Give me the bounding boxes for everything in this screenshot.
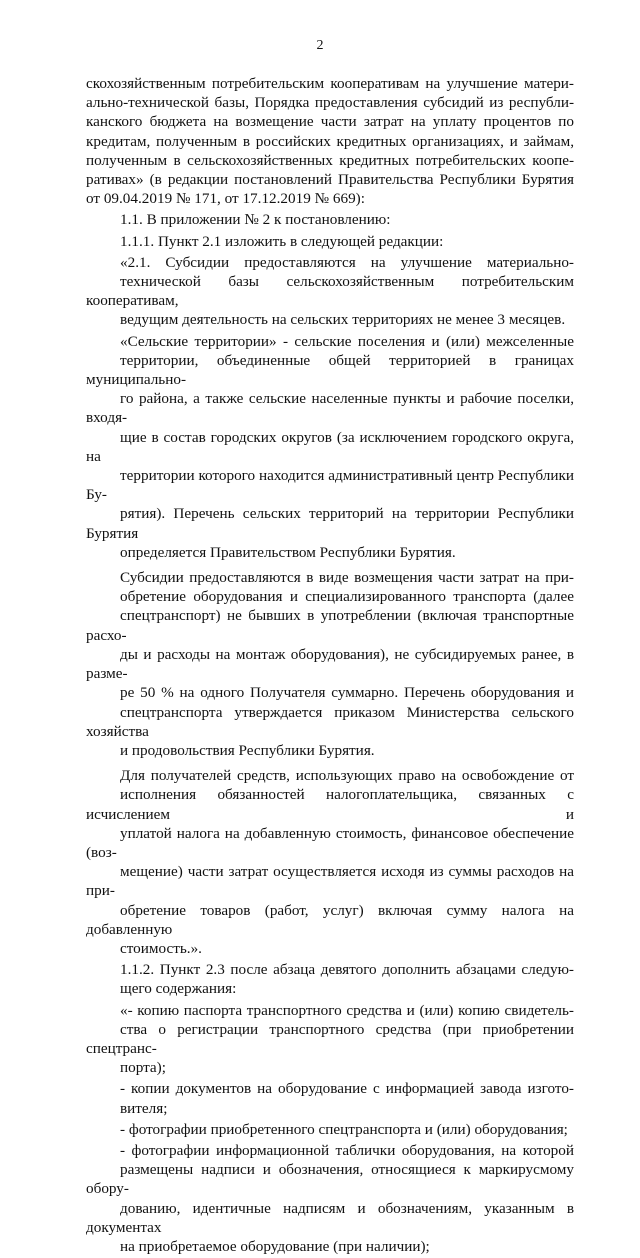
text-line: полученным в сельскохозяйственных кредитных потребительских коопе- bbox=[86, 151, 574, 169]
text-line: ально-технической базы, Порядка предоставления субсидий из республи- bbox=[86, 94, 574, 112]
paragraph bbox=[86, 210, 574, 229]
text-line: 1.1.1. Пункт 2.1 изложить в следующей редакции: bbox=[120, 232, 444, 250]
text-line: - фотографии приобретенного спецтранспорта и (или) оборудования; bbox=[120, 1120, 568, 1138]
text-line: и продовольствия Республики Бурятия. bbox=[120, 741, 375, 759]
text-line: порта); bbox=[120, 1059, 166, 1077]
text-line: мещение) части затрат осуществляется исходя из суммы расходов на при- bbox=[86, 863, 574, 900]
text-line: щего содержания: bbox=[120, 980, 237, 998]
paragraph bbox=[86, 253, 574, 330]
text-line: канского бюджета на возмещение части затрат на уплату процентов по bbox=[86, 113, 574, 131]
text-line: спецтранспорт) не бывших в употреблении (включая транспортные расхо- bbox=[86, 607, 574, 644]
paragraph bbox=[86, 1001, 574, 1078]
text-line: от 09.04.2019 № 171, от 17.12.2019 № 669): bbox=[86, 190, 365, 208]
document-body bbox=[86, 74, 574, 1258]
text-line: Субсидии предоставляются в виде возмещения части затрат на при- bbox=[120, 569, 574, 587]
text-line: технической базы сельскохозяйственным потребительским кооперативам, bbox=[86, 273, 574, 310]
text-line: рятия). Перечень сельских территорий на территории Республики Бурятия bbox=[86, 505, 574, 542]
text-line: ды и расходы на монтаж оборудования), не субсидируемых ранее, в разме- bbox=[86, 645, 574, 683]
text-line: Для получателей средств, использующих право на освобождение от bbox=[120, 767, 574, 785]
text-line: го района, а также сельские населенные пункты и рабочие поселки, входя- bbox=[86, 390, 574, 427]
text-line: территории которого находится административный центр Республики Бу- bbox=[86, 467, 574, 504]
text-line: обретение оборудования и специализированного транспорта (далее bbox=[120, 588, 574, 606]
text-line: «Сельские территории» - сельские поселения и (или) межселенные bbox=[120, 332, 574, 350]
text-line: территории, объединенные общей территорией в границах муниципально- bbox=[86, 351, 574, 389]
paragraph bbox=[86, 1079, 574, 1117]
paragraph bbox=[86, 960, 574, 998]
text-line: дованию, идентичные надписям и обозначениям, указанным в документах bbox=[86, 1199, 574, 1236]
text-line: размещены надписи и обозначения, относящиеся к маркирусмому обору- bbox=[86, 1161, 574, 1198]
text-line: вителя; bbox=[120, 1099, 168, 1117]
text-line: исполнения обязанностей налогоплательщика, связанных с исчислением и bbox=[86, 786, 574, 823]
paragraph bbox=[86, 568, 574, 760]
text-line: на приобретаемое оборудование (при наличии); bbox=[120, 1237, 430, 1255]
text-line: ства о регистрации транспортного средства (при приобретении спецтранс- bbox=[86, 1020, 574, 1057]
text-line: «2.1. Субсидии предоставляются на улучшение материально- bbox=[120, 253, 574, 271]
text-line: - копии документов на оборудование с информацией завода изгото- bbox=[120, 1080, 574, 1098]
text-line: уплатой налога на добавленную стоимость, финансовое обеспечение (воз- bbox=[86, 824, 574, 861]
text-line: - фотографии информационной таблички оборудования, на которой bbox=[120, 1141, 574, 1159]
text-line: ративах» (в редакции постановлений Правительства Республики Бурятия bbox=[86, 171, 574, 189]
text-line: определяется Правительством Республики Бурятия. bbox=[120, 543, 456, 561]
text-line: обретение товаров (работ, услуг) включая сумму налога на добавленную bbox=[86, 901, 574, 938]
paragraph bbox=[86, 766, 574, 958]
text-line: ре 50 % на одного Получателя суммарно. Перечень оборудования и bbox=[120, 684, 574, 702]
text-line: стоимость.». bbox=[120, 939, 202, 957]
text-line: «- копию паспорта транспортного средства и (или) копию свидетель- bbox=[120, 1001, 574, 1019]
paragraph bbox=[86, 1120, 574, 1139]
text-line: кредитам, полученным в российских кредитных организациях, и займам, bbox=[86, 132, 574, 150]
text-line: щие в состав городских округов (за исключением городского округа, на bbox=[86, 428, 574, 465]
paragraph bbox=[86, 74, 574, 208]
page-number: 2 bbox=[316, 38, 324, 53]
text-line: 1.1. В приложении № 2 к постановлению: bbox=[120, 211, 391, 229]
text-line: 1.1.2. Пункт 2.3 после абзаца девятого дополнить абзацами следую- bbox=[120, 961, 574, 979]
paragraph bbox=[86, 1141, 574, 1256]
text-line: спецтранспорта утверждается приказом Министерства сельского хозяйства bbox=[86, 703, 574, 740]
text-line: ведущим деятельность на сельских территориях не менее 3 месяцев. bbox=[120, 311, 566, 329]
text-line: скохозяйственным потребительским кооперативам на улучшение матери- bbox=[86, 75, 574, 92]
paragraph bbox=[86, 332, 574, 562]
paragraph bbox=[86, 232, 574, 251]
